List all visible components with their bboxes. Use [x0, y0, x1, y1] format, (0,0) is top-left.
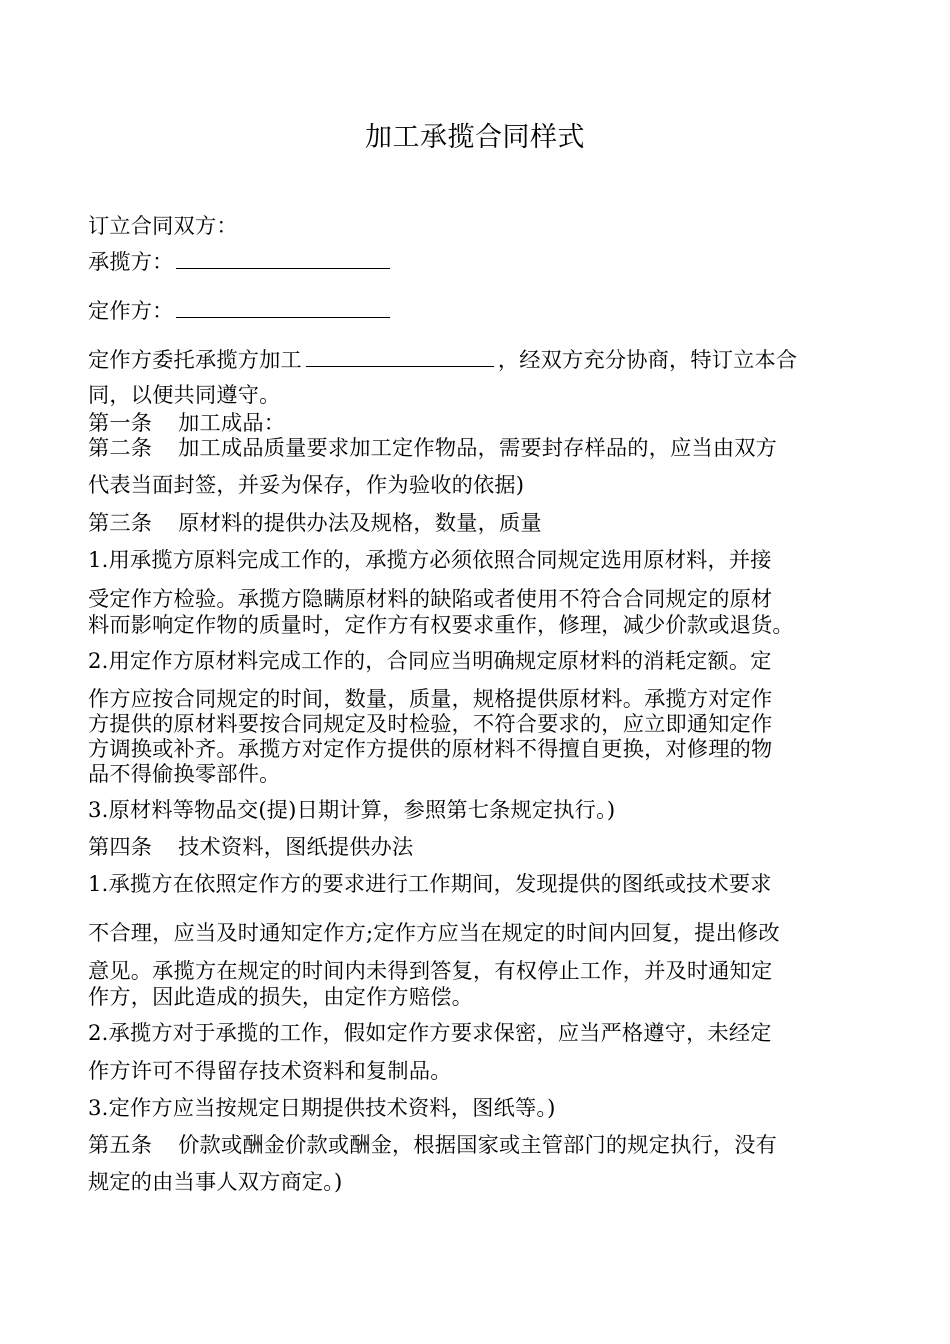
- a3-p2-line-4: 方调换或补齐。承揽方对定作方提供的原材料不得擅自更换，对修理的物: [88, 736, 773, 761]
- article-4-title: 第四条: [88, 834, 153, 859]
- article-2-text: 加工成品质量要求加工定作物品，需要封存样品的，应当由双方: [178, 435, 778, 460]
- a4-p2-line-1: 2.承揽方对于承揽的工作，假如定作方要求保密，应当严格遵守，未经定: [88, 1020, 772, 1045]
- a3-p2-line-5: 品不得偷换零部件。: [88, 761, 281, 786]
- a3-p1-line-1: 1.用承揽方原料完成工作的，承揽方必须依照合同规定选用原材料，并接: [88, 547, 772, 572]
- orderer-label: 定作方：: [88, 298, 174, 323]
- orderer-blank[interactable]: [176, 297, 390, 318]
- article-5: [88, 1130, 868, 1160]
- a4-p1-line-3: 意见。承揽方在规定的时间内未得到答复，有权停止工作，并及时通知定: [88, 958, 773, 983]
- orderer-line: [88, 296, 868, 326]
- a3-p2-line-3: 方提供的原材料要按合同规定及时检验，不符合要求的，应立即通知定作: [88, 711, 773, 736]
- intro-line-1: [88, 345, 868, 375]
- article-5-line-2: 规定的由当事人双方商定。): [88, 1169, 343, 1194]
- article-2: [88, 433, 868, 463]
- page-title: 加工承揽合同样式: [365, 122, 585, 153]
- article-3-text: 原材料的提供办法及规格，数量，质量: [178, 510, 542, 535]
- a3-p1-line-3: 料而影响定作物的质量时，定作方有权要求重作，修理，减少价款或退货。: [88, 612, 794, 637]
- article-4-text: 技术资料，图纸提供办法: [178, 834, 414, 859]
- intro-line-2: 同，以便共同遵守。: [88, 382, 281, 407]
- contractor-line: [88, 247, 868, 277]
- a4-p1-line-1: 1.承揽方在依照定作方的要求进行工作期间，发现提供的图纸或技术要求: [88, 871, 772, 896]
- article-3-title: 第三条: [88, 510, 153, 535]
- contractor-blank[interactable]: [176, 248, 390, 269]
- a3-p3-line-1: 3.原材料等物品交(提)日期计算，参照第七条规定执行。): [88, 797, 616, 822]
- a4-p2-line-2: 作方许可不得留存技术资料和复制品。: [88, 1058, 452, 1083]
- intro-part-1: 定作方委托承揽方加工: [88, 347, 302, 372]
- intro-part-2: ，经双方充分协商，特订立本合: [497, 347, 798, 372]
- a4-p3-line-1: 3.定作方应当按规定日期提供技术资料，图纸等。): [88, 1095, 556, 1120]
- a3-p2-line-2: 作方应按合同规定的时间，数量，质量，规格提供原材料。承揽方对定作: [88, 686, 773, 711]
- parties-heading: 订立合同双方：: [88, 213, 238, 238]
- contractor-label: 承揽方：: [88, 249, 174, 274]
- article-3: [88, 508, 868, 538]
- article-1-text: 加工成品：: [178, 410, 286, 435]
- article-2-line-2: 代表当面封签，并妥为保存，作为验收的依据): [88, 472, 525, 497]
- article-5-text: 价款或酬金价款或酬金，根据国家或主管部门的规定执行，没有: [178, 1132, 778, 1157]
- a3-p1-line-2: 受定作方检验。承揽方隐瞒原材料的缺陷或者使用不符合合同规定的原材: [88, 586, 773, 611]
- a3-p2-line-1: 2.用定作方原材料完成工作的，合同应当明确规定原材料的消耗定额。定: [88, 648, 772, 673]
- article-1-title: 第一条: [88, 410, 153, 435]
- article-5-title: 第五条: [88, 1132, 153, 1157]
- a4-p1-line-2: 不合理，应当及时通知定作方;定作方应当在规定的时间内回复，提出修改: [88, 920, 780, 945]
- article-4: [88, 832, 868, 862]
- processing-item-blank[interactable]: [306, 346, 494, 367]
- article-2-title: 第二条: [88, 435, 153, 460]
- a4-p1-line-4: 作方，因此造成的损失，由定作方赔偿。: [88, 984, 473, 1009]
